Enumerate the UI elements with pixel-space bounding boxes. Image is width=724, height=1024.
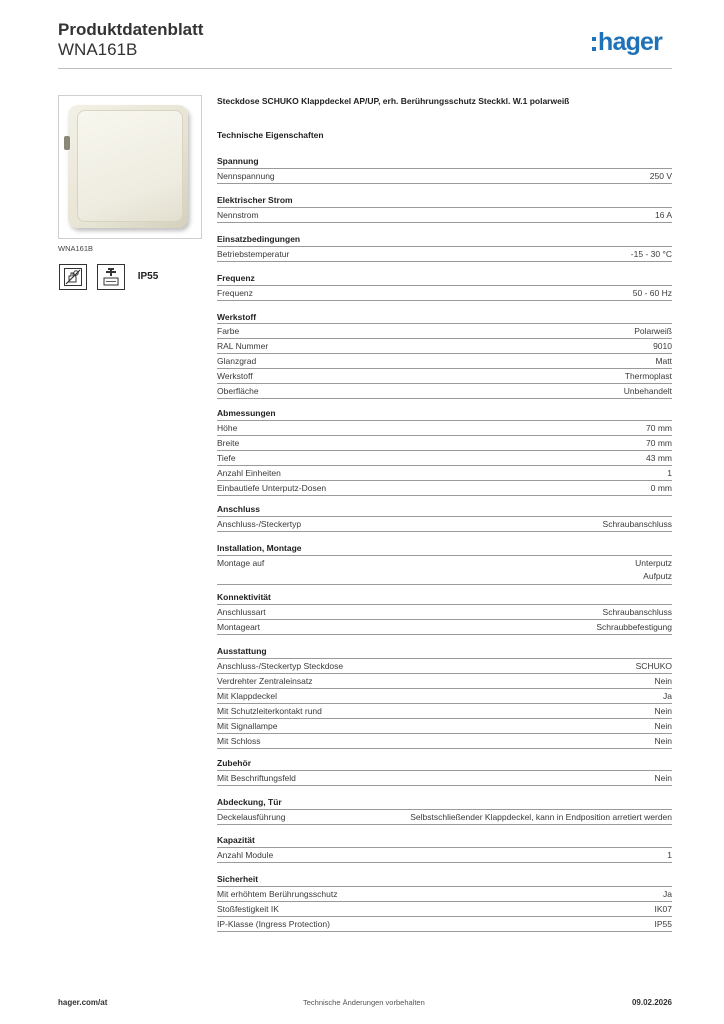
spec-row: [217, 516, 672, 532]
spec-label: Glanzgrad: [217, 355, 257, 366]
spec-label: Farbe: [217, 325, 240, 336]
article-number: WNA161B: [58, 40, 138, 59]
spec-row: [217, 207, 672, 223]
spec-label: Verdrehter Zentraleinsatz: [217, 675, 313, 686]
spec-value: 250 V: [649, 170, 672, 181]
spec-label: Mit Klappdeckel: [217, 690, 278, 701]
spec-value: Polarweiß: [634, 325, 672, 336]
spec-label: Einbautiefe Unterputz-Dosen: [217, 482, 327, 493]
spec-value: Schraubanschluss: [602, 606, 672, 617]
header-divider: [58, 68, 672, 69]
section-title-abdeckung-tuer: Abdeckung, Tür: [217, 797, 282, 807]
spec-label: Stoßfestigkeit IK: [217, 903, 279, 914]
spec-value: 9010: [653, 340, 672, 351]
spec-value: 0 mm: [650, 482, 672, 493]
spec-label: Mit erhöhtem Berührungsschutz: [217, 888, 338, 899]
spec-label: Mit Schutzleiterkontakt rund: [217, 705, 322, 716]
logo-text: hager: [598, 27, 663, 56]
section-title-installation-montage: Installation, Montage: [217, 543, 302, 553]
product-image: [58, 95, 202, 239]
spec-row: [217, 285, 672, 301]
spec-label: Tiefe: [217, 452, 236, 463]
spec-row: [217, 703, 672, 718]
logo-colon-mark: [592, 37, 596, 51]
spec-label: Montage auf: [217, 557, 265, 568]
section-title-spannung: Spannung: [217, 156, 259, 166]
section-title-elektrischer-strom: Elektrischer Strom: [217, 195, 293, 205]
socket-lid: [77, 110, 183, 222]
spec-value: 43 mm: [646, 452, 672, 463]
spec-value: Thermoplast: [624, 370, 672, 381]
spec-label: Nennstrom: [217, 209, 259, 220]
section-title-konnektivitaet: Konnektivität: [217, 592, 271, 602]
spec-label: Höhe: [217, 422, 238, 433]
spec-value: SCHUKO: [635, 660, 672, 671]
spec-label: Anzahl Einheiten: [217, 467, 281, 478]
spec-row: [217, 770, 672, 786]
spec-value: Nein: [654, 772, 672, 783]
spec-label: Deckelausführung: [217, 811, 286, 822]
spec-value: Nein: [654, 675, 672, 686]
spec-label: Mit Signallampe: [217, 720, 278, 731]
spec-row: [217, 604, 672, 619]
product-description: Steckdose SCHUKO Klappdeckel AP/UP, erh. Berührungsschutz Steckkl. W.1 polarweiß: [217, 96, 570, 106]
spec-row: [217, 555, 672, 585]
spec-row: [217, 733, 672, 749]
spec-label: Anschluss-/Steckertyp: [217, 518, 302, 529]
section-title-zubehoer: Zubehör: [217, 758, 251, 768]
spec-row: [217, 619, 672, 635]
spec-row: [217, 435, 672, 450]
spec-value: Schraubbefestigung: [596, 621, 672, 632]
spec-label: Mit Beschriftungsfeld: [217, 772, 296, 783]
spec-value: Nein: [654, 735, 672, 746]
spec-value: IK07: [654, 903, 672, 914]
document-title: Produktdatenblatt: [58, 20, 204, 39]
spec-label: Oberfläche: [217, 385, 259, 396]
section-title-kapazitaet: Kapazität: [217, 835, 255, 845]
spec-row: [217, 673, 672, 688]
spec-row: [217, 480, 672, 496]
spec-row: [217, 916, 672, 932]
spec-value-secondary: Aufputz: [643, 570, 672, 581]
spec-value: IP55: [654, 918, 672, 929]
spec-row: [217, 368, 672, 383]
section-title-werkstoff: Werkstoff: [217, 312, 257, 322]
spec-row: [217, 338, 672, 353]
spec-value: Nein: [654, 705, 672, 716]
spec-value: Ja: [663, 888, 672, 899]
spec-label: IP-Klasse (Ingress Protection): [217, 918, 330, 929]
spec-row: [217, 168, 672, 184]
spec-value: Matt: [655, 355, 672, 366]
spec-value: Unterputz: [635, 557, 672, 568]
footer-date: 09.02.2026: [631, 998, 672, 1007]
hager-logo: [592, 26, 662, 58]
spec-row: [217, 383, 672, 399]
spec-value: 50 - 60 Hz: [632, 287, 672, 298]
ip-rating-badge: IP55: [137, 270, 159, 282]
spec-value: Selbstschließender Klappdeckel, kann in Endposition arretiert werden: [410, 811, 672, 822]
spec-row: [217, 901, 672, 916]
spec-row: [217, 420, 672, 435]
spec-value: -15 - 30 °C: [630, 248, 672, 259]
spec-row: [217, 688, 672, 703]
technical-properties-heading: Technische Eigenschaften: [217, 130, 324, 140]
spec-row: [217, 465, 672, 480]
plug-earth-icon: [97, 264, 125, 290]
spec-label: Breite: [217, 437, 240, 448]
spec-row: [217, 323, 672, 338]
spec-label: Werkstoff: [217, 370, 253, 381]
spec-label: Anschlussart: [217, 606, 266, 617]
spec-value: Schraubanschluss: [602, 518, 672, 529]
spec-row: [217, 658, 672, 673]
spec-label: Frequenz: [217, 287, 253, 298]
spec-value: 1: [667, 467, 672, 478]
section-title-ausstattung: Ausstattung: [217, 646, 267, 656]
spec-value: 1: [667, 849, 672, 860]
footer-website-link[interactable]: hager.com/at: [58, 998, 108, 1007]
section-title-abmessungen: Abmessungen: [217, 408, 276, 418]
spec-row: [217, 847, 672, 863]
section-title-einsatzbedingungen: Einsatzbedingungen: [217, 234, 301, 244]
spec-row: [217, 718, 672, 733]
product-image-caption: WNA161B: [58, 244, 94, 253]
spec-row: [217, 450, 672, 465]
spec-label: Montageart: [217, 621, 260, 632]
socket-side-hinge: [64, 136, 70, 150]
spec-label: Betriebstemperatur: [217, 248, 290, 259]
spec-value: Nein: [654, 720, 672, 731]
spec-value: 16 A: [654, 209, 672, 220]
spec-label: Anzahl Module: [217, 849, 274, 860]
footer-notice: Technische Änderungen vorbehalten: [303, 998, 425, 1007]
spec-label: Nennspannung: [217, 170, 275, 181]
spec-label: RAL Nummer: [217, 340, 269, 351]
spec-row: [217, 246, 672, 262]
crossed-hand-protection-icon: [59, 264, 87, 290]
spec-row: [217, 353, 672, 368]
section-title-anschluss: Anschluss: [217, 504, 260, 514]
spec-value: 70 mm: [646, 437, 672, 448]
spec-value: Unbehandelt: [623, 385, 672, 396]
section-title-frequenz: Frequenz: [217, 273, 255, 283]
spec-label: Mit Schloss: [217, 735, 261, 746]
spec-label: Anschluss-/Steckertyp Steckdose: [217, 660, 344, 671]
spec-row: [217, 809, 672, 825]
spec-value: Ja: [663, 690, 672, 701]
section-title-sicherheit: Sicherheit: [217, 874, 259, 884]
spec-value: 70 mm: [646, 422, 672, 433]
spec-row: [217, 886, 672, 901]
